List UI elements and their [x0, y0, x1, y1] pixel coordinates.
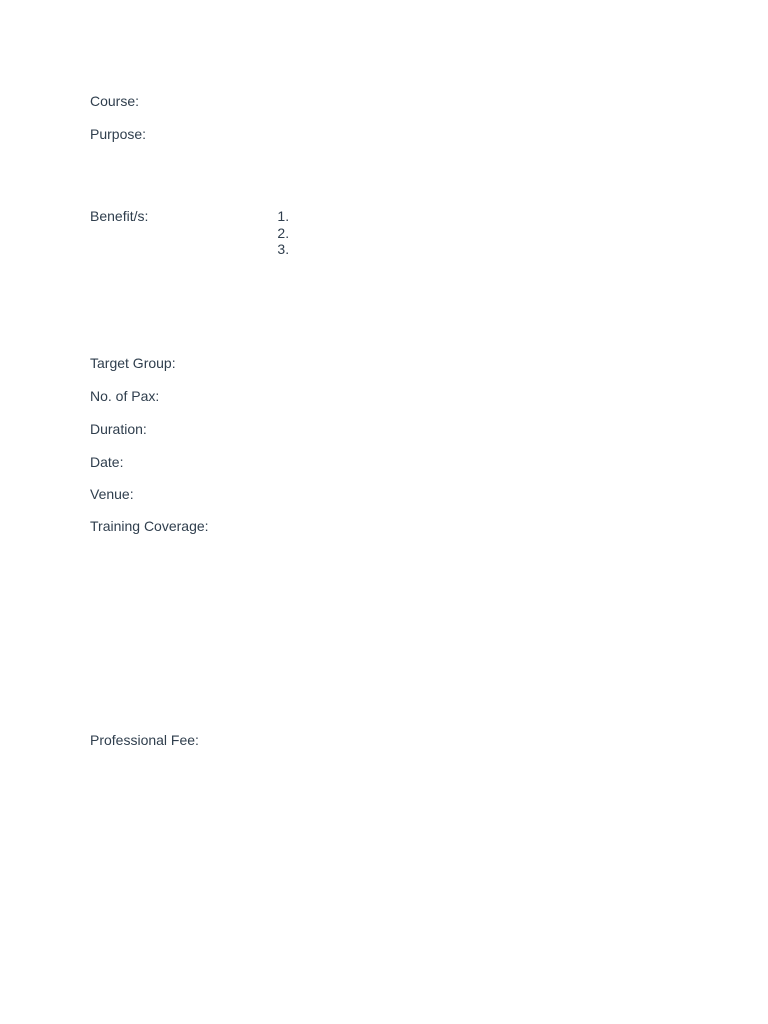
venue-label: Venue:: [90, 486, 134, 502]
benefit-item: [293, 208, 690, 225]
pax-value: [271, 388, 690, 405]
benefit-item: [293, 241, 690, 258]
course-title: [271, 93, 690, 110]
coverage-block: [271, 518, 690, 535]
benefits-list: [271, 208, 690, 258]
purpose-label: Purpose:: [90, 126, 147, 142]
purpose-text: [271, 126, 690, 143]
date-value: [271, 454, 690, 471]
date-row: [90, 454, 690, 471]
duration-label: Duration:: [90, 421, 147, 437]
fee-row: [90, 732, 690, 749]
venue-value: [271, 486, 690, 503]
coverage-spacer: [271, 518, 690, 535]
course-label: Course:: [90, 93, 140, 109]
benefit-item: [293, 225, 690, 242]
benefits-row: [90, 208, 690, 258]
benefits-block: [271, 208, 690, 258]
target-group-row: [90, 355, 690, 372]
date-label: Date:: [90, 454, 124, 470]
target-group-label: Target Group:: [90, 355, 176, 371]
course-row: [90, 93, 690, 110]
venue-row: [90, 486, 690, 503]
duration-value: [271, 421, 690, 438]
pax-row: [90, 388, 690, 405]
benefits-label: Benefit/s:: [90, 208, 149, 224]
target-group-value: [271, 355, 690, 372]
pax-label: No. of Pax:: [90, 388, 160, 404]
duration-row: [90, 421, 690, 438]
coverage-label: Training Coverage:: [90, 518, 209, 534]
fee-label: Professional Fee:: [90, 732, 199, 748]
coverage-row: [90, 518, 690, 535]
purpose-row: [90, 126, 690, 143]
fee-value: [271, 732, 690, 749]
